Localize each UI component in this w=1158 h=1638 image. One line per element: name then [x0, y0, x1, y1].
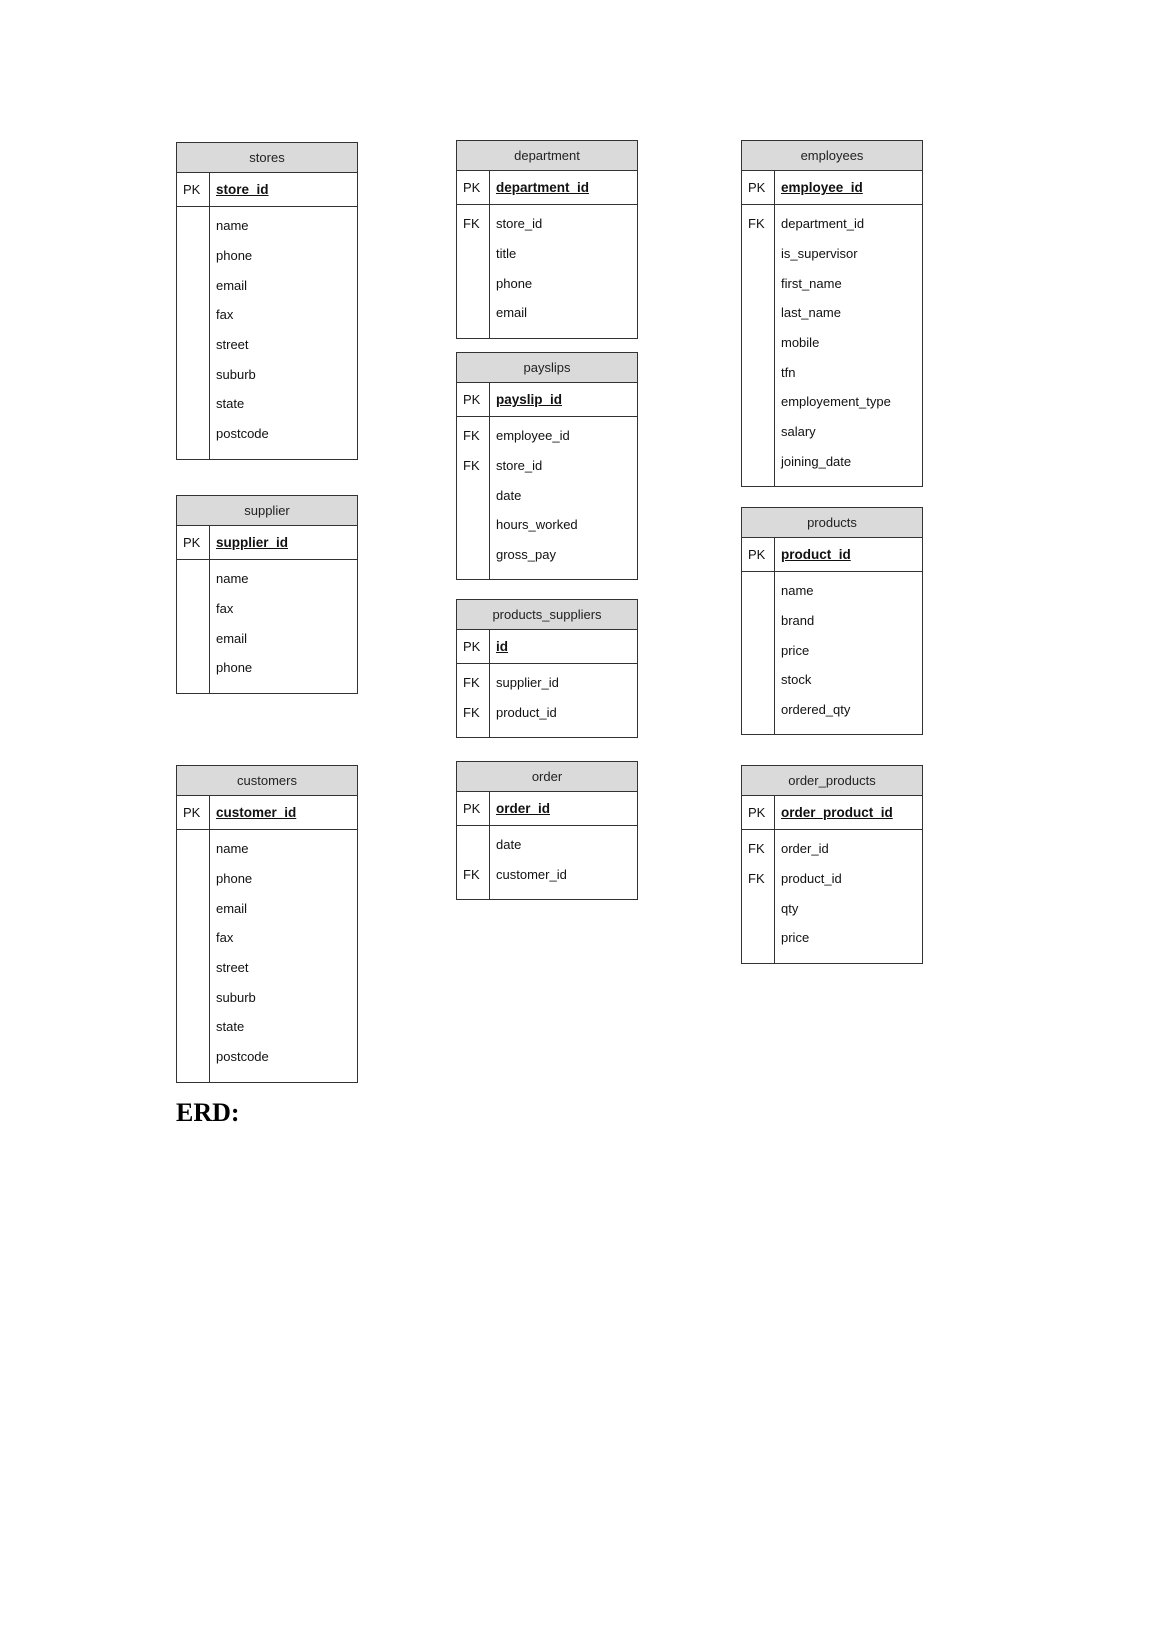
- column-name: first_name: [781, 275, 842, 291]
- column-name: suburb: [216, 366, 256, 382]
- column-key: [177, 982, 209, 1012]
- primary-key-name: product_id: [781, 547, 851, 562]
- column-name: salary: [781, 424, 816, 440]
- column-key: [457, 268, 489, 298]
- entity-columns: [177, 560, 357, 693]
- erd-heading: ERD:: [176, 1098, 240, 1127]
- column-key: [742, 328, 774, 358]
- entity-title: products: [742, 508, 922, 538]
- column-key: FK: [463, 675, 480, 691]
- entity-supplier: [176, 495, 358, 694]
- column-key: [177, 389, 209, 419]
- entity-employees: [741, 140, 923, 487]
- column-name: name: [216, 571, 249, 587]
- entity-title: department: [457, 141, 637, 171]
- entity-order-products: [741, 765, 923, 964]
- column-key: [177, 211, 209, 241]
- primary-key-row: [742, 796, 922, 830]
- entity-stores: [176, 142, 358, 460]
- column-key: [457, 830, 489, 860]
- column-name: date: [496, 487, 522, 503]
- column-key: [177, 864, 209, 894]
- column-name: product_id: [496, 705, 557, 721]
- column-key: FK: [463, 867, 480, 883]
- primary-key-name: payslip_id: [496, 392, 563, 407]
- column-name: product_id: [781, 871, 842, 887]
- entity-title: supplier: [177, 496, 357, 526]
- column-key: FK: [463, 216, 480, 232]
- column-key: [742, 576, 774, 606]
- column-key: [742, 387, 774, 417]
- column-name: gross_pay: [496, 547, 556, 563]
- entity-columns: [457, 826, 637, 899]
- column-name: is_supervisor: [781, 246, 858, 262]
- column-key: [457, 298, 489, 328]
- column-name: street: [216, 960, 249, 976]
- column-key: [457, 510, 489, 540]
- primary-key-row: [742, 171, 922, 205]
- column-name: price: [781, 642, 810, 658]
- key-label: PK: [457, 792, 490, 825]
- key-label: PK: [177, 796, 210, 829]
- entity-title: products_suppliers: [457, 600, 637, 630]
- column-key: [742, 417, 774, 447]
- column-name: customer_id: [496, 867, 567, 883]
- column-key: [177, 241, 209, 271]
- column-key: [742, 239, 774, 269]
- column-name: department_id: [781, 216, 865, 232]
- column-name: order_id: [781, 841, 829, 857]
- key-label: PK: [457, 630, 490, 663]
- entity-department: [456, 140, 638, 339]
- column-name: store_id: [496, 458, 543, 474]
- column-name: mobile: [781, 335, 820, 351]
- primary-key-row: [457, 630, 637, 664]
- primary-key-row: [177, 796, 357, 830]
- column-name: fax: [216, 307, 234, 323]
- column-key: FK: [748, 841, 765, 857]
- column-key: [177, 270, 209, 300]
- column-key: FK: [748, 871, 765, 887]
- column-name: email: [216, 900, 248, 916]
- key-label: PK: [457, 383, 490, 416]
- column-name: employee_id: [496, 428, 570, 444]
- column-key: [742, 268, 774, 298]
- column-name: email: [496, 305, 528, 321]
- primary-key-name: customer_id: [216, 805, 297, 820]
- column-name: phone: [216, 871, 253, 887]
- column-name: date: [496, 837, 522, 853]
- entity-title: stores: [177, 143, 357, 173]
- column-key: [742, 298, 774, 328]
- primary-key-name: store_id: [216, 182, 269, 197]
- column-name: joining_date: [781, 453, 852, 469]
- primary-key-name: department_id: [496, 180, 590, 195]
- column-key: [742, 665, 774, 695]
- column-name: state: [216, 1019, 245, 1035]
- column-name: title: [496, 246, 517, 262]
- entity-columns: [457, 417, 637, 579]
- column-key: [457, 480, 489, 510]
- column-name: postcode: [216, 426, 269, 442]
- column-key: [742, 923, 774, 953]
- key-label: PK: [742, 171, 775, 204]
- entity-title: employees: [742, 141, 922, 171]
- key-label: PK: [742, 538, 775, 571]
- entity-columns: [457, 205, 637, 338]
- column-name: employement_type: [781, 394, 891, 410]
- column-name: last_name: [781, 305, 841, 321]
- entity-columns: [742, 205, 922, 486]
- column-name: ordered_qty: [781, 702, 851, 718]
- entity-columns: [177, 207, 357, 459]
- column-name: state: [216, 396, 245, 412]
- column-key: FK: [463, 458, 480, 474]
- entity-title: order_products: [742, 766, 922, 796]
- entity-products-suppliers: [456, 599, 638, 738]
- column-key: [177, 419, 209, 449]
- entity-title: customers: [177, 766, 357, 796]
- column-name: phone: [216, 248, 253, 264]
- column-name: suburb: [216, 989, 256, 1005]
- column-key: [742, 695, 774, 725]
- primary-key-name: order_id: [496, 801, 551, 816]
- column-name: hours_worked: [496, 517, 578, 533]
- column-name: fax: [216, 601, 234, 617]
- column-key: [177, 653, 209, 683]
- key-label: PK: [177, 526, 210, 559]
- column-key: [742, 606, 774, 636]
- entity-products: [741, 507, 923, 735]
- column-key: [177, 1042, 209, 1072]
- column-name: fax: [216, 930, 234, 946]
- column-key: [177, 330, 209, 360]
- key-label: PK: [457, 171, 490, 204]
- column-key: [742, 635, 774, 665]
- column-name: brand: [781, 613, 815, 629]
- column-name: email: [216, 630, 248, 646]
- column-key: FK: [748, 216, 765, 232]
- column-name: postcode: [216, 1049, 269, 1065]
- column-name: supplier_id: [496, 675, 559, 691]
- column-name: name: [216, 218, 249, 234]
- primary-key-row: [457, 792, 637, 826]
- column-name: name: [216, 841, 249, 857]
- primary-key-row: [742, 538, 922, 572]
- column-key: [177, 953, 209, 983]
- entity-columns: [742, 830, 922, 963]
- entity-title: order: [457, 762, 637, 792]
- primary-key-row: [457, 171, 637, 205]
- column-key: FK: [463, 428, 480, 444]
- column-name: store_id: [496, 216, 543, 232]
- column-key: [177, 893, 209, 923]
- key-label: PK: [177, 173, 210, 206]
- column-name: name: [781, 583, 814, 599]
- column-name: street: [216, 337, 249, 353]
- primary-key-name: supplier_id: [216, 535, 289, 550]
- entity-title: payslips: [457, 353, 637, 383]
- column-key: [177, 923, 209, 953]
- primary-key-name: id: [496, 639, 508, 654]
- column-key: [177, 594, 209, 624]
- column-key: [742, 447, 774, 477]
- column-key: [177, 564, 209, 594]
- column-key: [177, 623, 209, 653]
- entity-customers: [176, 765, 358, 1083]
- column-name: phone: [496, 275, 533, 291]
- column-key: [457, 239, 489, 269]
- entity-payslips: [456, 352, 638, 580]
- column-name: email: [216, 277, 248, 293]
- primary-key-name: employee_id: [781, 180, 863, 195]
- entity-order: [456, 761, 638, 900]
- column-key: [177, 1012, 209, 1042]
- column-name: stock: [781, 672, 812, 688]
- column-name: qty: [781, 900, 799, 916]
- column-key: [457, 540, 489, 570]
- column-key: [177, 300, 209, 330]
- column-key: [177, 359, 209, 389]
- column-key: [742, 357, 774, 387]
- primary-key-row: [177, 173, 357, 207]
- primary-key-row: [457, 383, 637, 417]
- column-key: FK: [463, 705, 480, 721]
- column-name: tfn: [781, 364, 796, 380]
- primary-key-name: order_product_id: [781, 805, 893, 820]
- primary-key-row: [177, 526, 357, 560]
- key-label: PK: [742, 796, 775, 829]
- entity-columns: [457, 664, 637, 737]
- entity-columns: [177, 830, 357, 1082]
- column-key: [177, 834, 209, 864]
- column-name: price: [781, 930, 810, 946]
- entity-columns: [742, 572, 922, 734]
- column-key: [742, 893, 774, 923]
- column-name: phone: [216, 660, 253, 676]
